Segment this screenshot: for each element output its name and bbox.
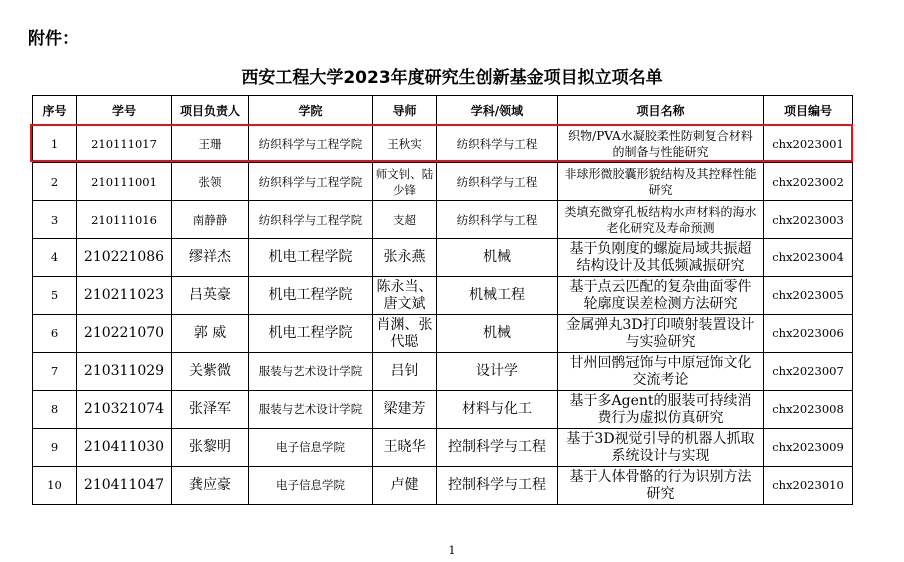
cell-project: 基于人体骨骼的行为识别方法研究: [558, 467, 764, 505]
cell-field: 纺织科学与工程: [437, 125, 558, 163]
cell-code: chx2023001: [764, 125, 853, 163]
cell-student-id: 210221070: [77, 315, 172, 353]
cell-leader: 龚应豪: [172, 467, 249, 505]
cell-student-id: 210221086: [77, 239, 172, 277]
cell-project: 基于3D视觉引导的机器人抓取系统设计与实现: [558, 429, 764, 467]
cell-no: 3: [33, 201, 77, 239]
cell-no: 5: [33, 277, 77, 315]
cell-student-id: 210111001: [77, 163, 172, 201]
col-header-leader: 项目负责人: [172, 96, 249, 125]
cell-college: 电子信息学院: [249, 467, 373, 505]
cell-field: 材料与化工: [437, 391, 558, 429]
cell-field: 纺织科学与工程: [437, 163, 558, 201]
cell-leader: 关紫微: [172, 353, 249, 391]
col-header-college: 学院: [249, 96, 373, 125]
cell-field: 机械: [437, 239, 558, 277]
cell-college: 服装与艺术设计学院: [249, 391, 373, 429]
cell-student-id: 210411030: [77, 429, 172, 467]
col-header-advisor: 导师: [373, 96, 437, 125]
cell-code: chx2023007: [764, 353, 853, 391]
cell-code: chx2023002: [764, 163, 853, 201]
cell-no: 2: [33, 163, 77, 201]
col-header-no: 序号: [33, 96, 77, 125]
table-row: [33, 429, 853, 467]
cell-project: 基于多Agent的服装可持续消费行为虚拟仿真研究: [558, 391, 764, 429]
cell-college: 机电工程学院: [249, 315, 373, 353]
cell-leader: 南静静: [172, 201, 249, 239]
cell-student-id: 210211023: [77, 277, 172, 315]
cell-leader: 王珊: [172, 125, 249, 163]
cell-advisor: 王晓华: [373, 429, 437, 467]
cell-code: chx2023006: [764, 315, 853, 353]
cell-project: 基于负刚度的螺旋局域共振超结构设计及其低频减振研究: [558, 239, 764, 277]
cell-advisor: 支超: [373, 201, 437, 239]
cell-advisor: 卢健: [373, 467, 437, 505]
cell-project: 织物/PVA水凝胶柔性防刺复合材料的制备与性能研究: [558, 125, 764, 163]
col-header-project: 项目名称: [558, 96, 764, 125]
cell-advisor: 陈永当、唐文斌: [373, 277, 437, 315]
attachment-label: 附件：: [28, 29, 79, 49]
cell-project: 非球形微胶囊形貌结构及其控释性能研究: [558, 163, 764, 201]
cell-advisor: 师文钊、陆少锋: [373, 163, 437, 201]
cell-college: 机电工程学院: [249, 277, 373, 315]
cell-code: chx2023005: [764, 277, 853, 315]
cell-college: 纺织科学与工程学院: [249, 125, 373, 163]
table-row: [33, 163, 853, 201]
document-title: 西安工程大学2023年度研究生创新基金项目拟立项名单: [241, 68, 663, 88]
cell-leader: 张黎明: [172, 429, 249, 467]
cell-leader: 缪祥杰: [172, 239, 249, 277]
cell-project: 类填充微穿孔板结构水声材料的海水老化研究及寿命预测: [558, 201, 764, 239]
cell-code: chx2023010: [764, 467, 853, 505]
cell-project: 基于点云匹配的复杂曲面零件轮廓度误差检测方法研究: [558, 277, 764, 315]
cell-code: chx2023009: [764, 429, 853, 467]
cell-advisor: 肖渊、张代聪: [373, 315, 437, 353]
cell-student-id: 210111016: [77, 201, 172, 239]
cell-leader: 张领: [172, 163, 249, 201]
cell-college: 服装与艺术设计学院: [249, 353, 373, 391]
table-row: [33, 467, 853, 505]
cell-code: chx2023003: [764, 201, 853, 239]
cell-student-id: 210111017: [77, 125, 172, 163]
table-row: [33, 239, 853, 277]
project-table: [32, 95, 853, 505]
cell-project: 金属弹丸3D打印喷射装置设计与实验研究: [558, 315, 764, 353]
cell-leader: 吕英豪: [172, 277, 249, 315]
cell-no: 9: [33, 429, 77, 467]
table-row: [33, 201, 853, 239]
cell-advisor: 梁建芳: [373, 391, 437, 429]
cell-no: 8: [33, 391, 77, 429]
cell-field: 控制科学与工程: [437, 467, 558, 505]
cell-field: 机械: [437, 315, 558, 353]
cell-field: 设计学: [437, 353, 558, 391]
cell-advisor: 王秋实: [373, 125, 437, 163]
cell-leader: 郭 威: [172, 315, 249, 353]
cell-code: chx2023008: [764, 391, 853, 429]
cell-student-id: 210411047: [77, 467, 172, 505]
cell-code: chx2023004: [764, 239, 853, 277]
table-row: [33, 353, 853, 391]
cell-college: 纺织科学与工程学院: [249, 201, 373, 239]
cell-field: 机械工程: [437, 277, 558, 315]
cell-field: 纺织科学与工程: [437, 201, 558, 239]
cell-college: 电子信息学院: [249, 429, 373, 467]
col-header-field: 学科/领域: [437, 96, 558, 125]
cell-no: 4: [33, 239, 77, 277]
cell-no: 10: [33, 467, 77, 505]
col-header-student-id: 学号: [77, 96, 172, 125]
cell-advisor: 张永燕: [373, 239, 437, 277]
cell-no: 1: [33, 125, 77, 163]
table-row: [33, 391, 853, 429]
cell-student-id: 210311029: [77, 353, 172, 391]
cell-college: 纺织科学与工程学院: [249, 163, 373, 201]
cell-no: 7: [33, 353, 77, 391]
cell-no: 6: [33, 315, 77, 353]
cell-project: 甘州回鹘冠饰与中原冠饰文化交流考论: [558, 353, 764, 391]
col-header-code: 项目编号: [764, 96, 853, 125]
table-row: [33, 277, 853, 315]
cell-field: 控制科学与工程: [437, 429, 558, 467]
table-row: [33, 125, 853, 163]
cell-student-id: 210321074: [77, 391, 172, 429]
cell-leader: 张泽军: [172, 391, 249, 429]
page-number: 1: [448, 544, 456, 557]
cell-advisor: 吕钊: [373, 353, 437, 391]
table-row: [33, 315, 853, 353]
table-header: [33, 96, 853, 125]
cell-college: 机电工程学院: [249, 239, 373, 277]
